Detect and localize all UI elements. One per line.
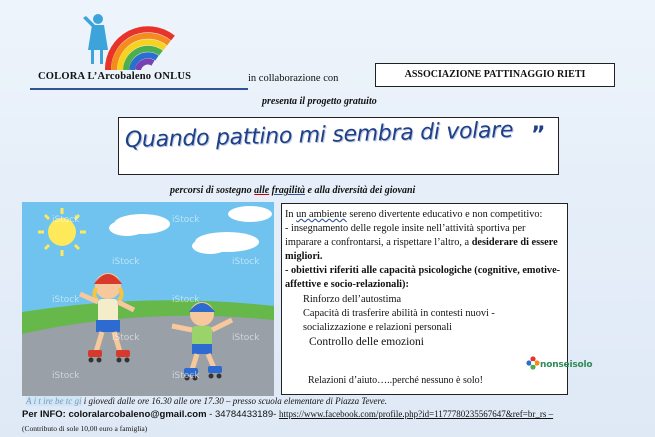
goal-item: socializzazione e relazioni personali <box>303 321 452 333</box>
facebook-link[interactable]: https://www.facebook.com/profile.php?id=1177780235567647&ref=br_rs – <box>278 409 554 419</box>
svg-text:iStock: iStock <box>112 257 140 267</box>
point-objectives: - obiettivi riferiti alle capacità psicologiche (cognitive, emotive-affettive e socio-relazionali): <box>285 265 561 291</box>
rainbow-logo <box>78 10 178 70</box>
svg-text:iStock: iStock <box>112 333 140 343</box>
intro-text: In un ambiente sereno divertente educativo e non competitivo: <box>285 209 543 220</box>
org-name: COLORA L’Arcobaleno ONLUS <box>38 71 192 82</box>
skating-children-illustration <box>22 202 274 396</box>
svg-text:iStock: iStock <box>172 295 200 305</box>
svg-text:iStock: iStock <box>232 333 260 343</box>
svg-text:iStock: iStock <box>232 257 260 267</box>
relations-text: Relazioni d’aiuto…..perché nessuno è solo! <box>308 375 483 386</box>
divider <box>30 88 248 90</box>
svg-text:iStock: iStock <box>52 215 80 225</box>
goal-item-emphasis: Controllo delle emozioni <box>309 335 424 348</box>
phone-number: 34784433189- <box>215 409 277 420</box>
svg-text:iStock: iStock <box>52 295 80 305</box>
svg-text:iStock: iStock <box>52 371 80 381</box>
contact-line: Per INFO: coloralarcobaleno@gmail.com - 34784433189- https://www.facebook.com/profile.php?id=1177780235567647&ref=br_rs – <box>22 409 554 420</box>
svg-text:iStock: iStock <box>172 371 200 381</box>
point-rules: - insegnamento delle regole insite nell’attività sportiva per imparare a confrontarsi, a rispettare l’altro, a desiderare di essere migliori. <box>285 223 558 263</box>
title-quote: ” <box>531 123 546 148</box>
goal-item: Capacità di trasferire abilità in contesti nuovi - <box>303 307 495 319</box>
project-title: Quando pattino mi sembra di volare <box>124 117 514 153</box>
email-link[interactable]: coloralarcobaleno@gmail.com <box>68 409 207 420</box>
contribution-text: (Contributo di sole 10,00 euro a famiglia) <box>22 424 148 433</box>
description-box: In un ambiente sereno divertente educativo e non competitivo: - insegnamento delle regole insite nell’attività sportiva per imparare a confrontarsi, a rispettare l’altro, a desiderare di essere migliori. - obiettivi riferiti alle capacità psicologiche (cognitive, emotive-affettive e socio-relazionali): Rinforzo dell’autostima Capacità di trasferire abilità in contesti nuovi - socializzazione e relazioni personali Controllo delle emozioni nonseisolo Relazioni d’aiuto…..perché nessuno è solo! <box>281 203 568 395</box>
info-label: Per INFO: <box>22 409 66 420</box>
project-title-box <box>118 117 559 175</box>
svg-text:iStock: iStock <box>172 215 200 225</box>
schedule-text: A i t ire be tc gi i giovedì dalle ore 16.30 alle ore 17.30 – presso scuola elementare di Piazza Tevere. <box>26 396 387 406</box>
project-subtitle: percorsi di sostegno alle fragilità e alla diversità dei giovani <box>170 185 416 196</box>
association-name: ASSOCIAZIONE PATTINAGGIO RIETI <box>375 63 615 87</box>
goal-item: Rinforzo dell’autostima <box>303 293 402 305</box>
collaboration-text: in collaborazione con <box>248 73 339 84</box>
presents-text: presenta il progetto gratuito <box>262 96 377 107</box>
flower-icon <box>526 356 540 370</box>
